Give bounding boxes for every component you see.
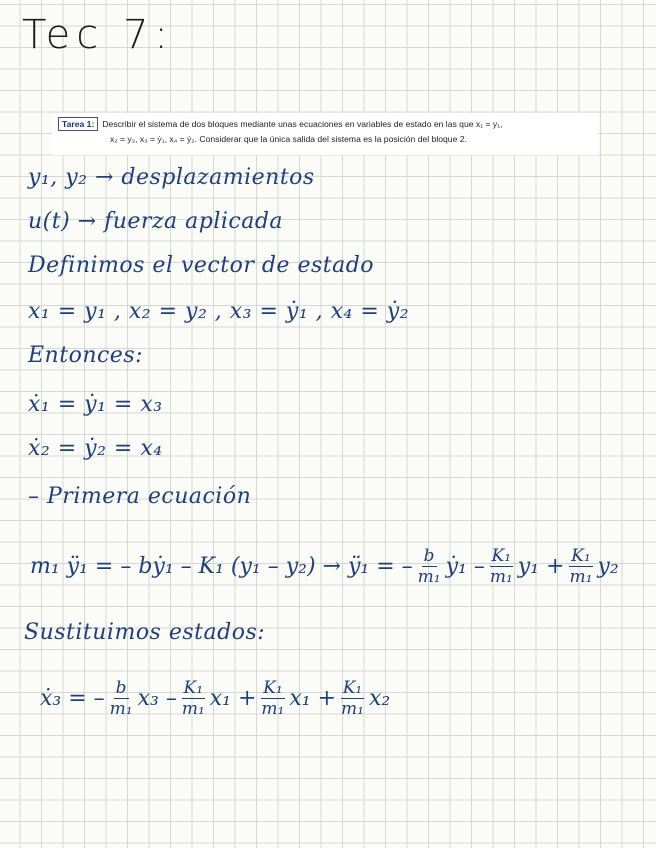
eq2-frac-2: $\frac{\text{K₁}}{\text{m₁}}$: [181, 678, 205, 719]
eq2-frac-1: $\frac{b}{\text{m₁}}$: [109, 678, 133, 719]
eq1-lhs: m₁ ÿ₁ = – bẏ₁ – K₁ (y₁ – y₂) → ÿ₁ = –: [30, 554, 413, 579]
eq2-var-3: x₁ +: [289, 686, 337, 711]
equation-x3-dot: [40, 678, 390, 719]
note-then: Entonces:: [28, 343, 144, 368]
task-line-1: [58, 117, 592, 132]
note-substitute-states: Sustituimos estados:: [24, 620, 266, 645]
note-x2-dot: ẋ₂ = ẏ₂ = x₄: [28, 436, 163, 461]
task-text-1: Describir el sistema de dos bloques mediante unas ecuaciones en variables de estado en las que x₁ = y₁,: [102, 119, 503, 129]
note-first-equation: – Primera ecuación: [28, 484, 252, 509]
eq1-frac-3: $\frac{\text{K₁}}{\text{m₁}}$: [569, 546, 593, 587]
eq2-var-4: x₂: [368, 686, 391, 711]
eq1-var-3: y₂: [597, 554, 619, 579]
note-applied-force: u(t) → fuerza aplicada: [28, 209, 284, 234]
note-state-definitions: x₁ = y₁ , x₂ = y₂ , x₃ = ẏ₁ , x₄ = ẏ₂: [28, 299, 410, 324]
task-line-2: x₂ = y₂, x₃ = ẏ₁, x₄ = ẏ₂. Considerar que la única salida del sistema es la posición del bloque 2.: [110, 134, 467, 144]
page-title: Tec 7:: [22, 12, 174, 58]
eq2-var-2: x₁ +: [209, 686, 257, 711]
eq1-var-1: ẏ₁ –: [445, 554, 485, 579]
eq2-frac-3: $\frac{\text{K₁}}{\text{m₁}}$: [261, 678, 285, 719]
eq1-var-2: y₁ +: [517, 554, 565, 579]
task-statement: [52, 113, 598, 155]
eq1-frac-2: $\frac{\text{K₁}}{\text{m₁}}$: [489, 546, 513, 587]
note-state-vector: Definimos el vector de estado: [28, 253, 375, 278]
eq2-lhs: ẋ₃ = –: [40, 686, 105, 711]
note-displacements: y₁, y₂ → desplazamientos: [28, 165, 315, 190]
eq2-var-1: x₃ –: [137, 686, 177, 711]
task-label: Tarea 1:: [58, 117, 98, 131]
eq2-frac-4: $\frac{\text{K₁}}{\text{m₁}}$: [341, 678, 364, 719]
equation-newton-block1: [30, 546, 619, 587]
eq1-frac-1: $\frac{b}{\text{m₁}}$: [417, 546, 441, 587]
note-x1-dot: ẋ₁ = ẏ₁ = x₃: [28, 392, 163, 417]
